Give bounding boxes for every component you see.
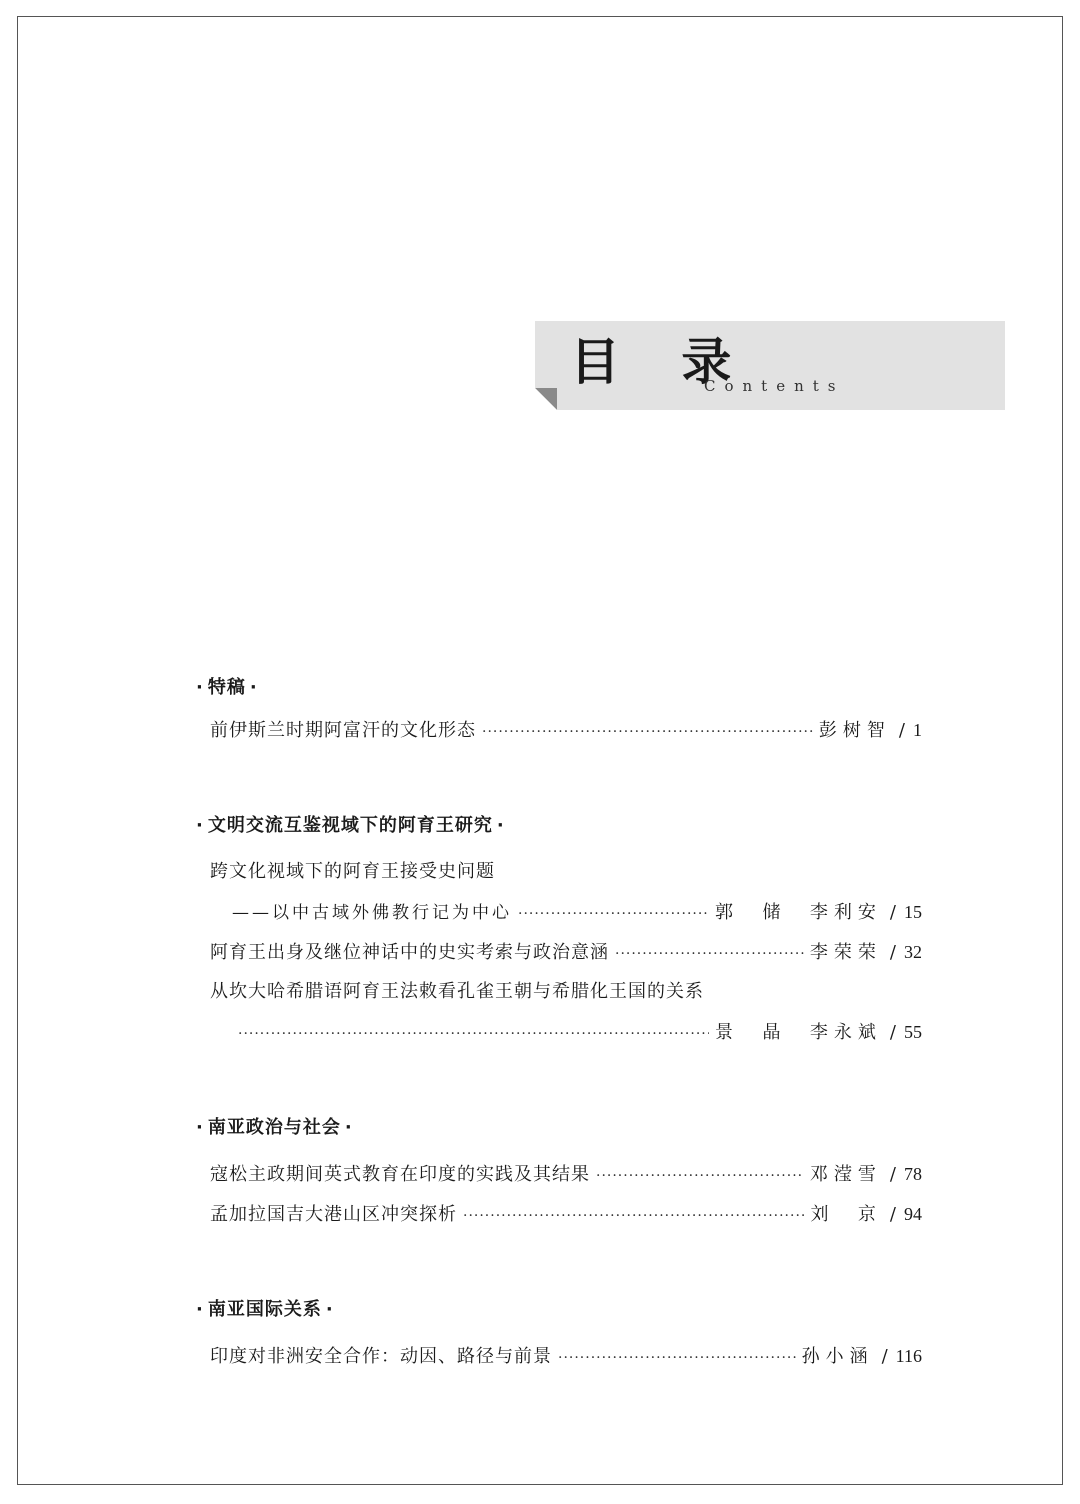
entry-title: 跨文化视域下的阿育王接受史问题	[210, 861, 495, 882]
dot-leader	[615, 934, 804, 974]
entry-author: 李荣荣	[809, 942, 882, 963]
dot-leader	[482, 712, 813, 752]
toc-entry[interactable]	[192, 1194, 922, 1234]
entry-page: 32	[904, 942, 922, 962]
entry-title: 寇松主政期间英式教育在印度的实践及其结果	[210, 1164, 590, 1185]
entry-title: 从坎大哈希腊语阿育王法敕看孔雀王朝与希腊化王国的关系	[210, 981, 704, 1002]
toc-entry[interactable]	[192, 972, 922, 1012]
toc-entry[interactable]	[192, 852, 922, 892]
section-heading-special: · 特稿 ·	[196, 677, 258, 698]
entry-separator: /	[889, 1022, 896, 1043]
dot-leader	[463, 1196, 804, 1236]
entry-author: 郭 储 李利安	[715, 902, 882, 923]
toc-entry[interactable]	[192, 1012, 922, 1052]
entry-title: 孟加拉国吉大港山区冲突探析	[210, 1204, 457, 1225]
section-heading-south-asia-politics: · 南亚政治与社会 ·	[196, 1117, 353, 1138]
dot-leader	[596, 1156, 804, 1196]
entry-title: 前伊斯兰时期阿富汗的文化形态	[210, 720, 476, 741]
toc-entry[interactable]	[192, 710, 922, 750]
section-heading-ashoka: · 文明交流互鉴视域下的阿育王研究 ·	[196, 815, 505, 836]
entry-page: 116	[895, 1346, 922, 1366]
entry-separator: /	[889, 1164, 896, 1185]
table-of-contents	[192, 674, 922, 1376]
entry-author: 刘 京	[810, 1204, 882, 1225]
entry-page: 15	[904, 902, 922, 922]
section-heading-south-asia-ir: · 南亚国际关系 ·	[196, 1299, 334, 1320]
entry-separator: /	[898, 720, 905, 741]
toc-entry[interactable]	[192, 1336, 922, 1376]
entry-separator: /	[889, 902, 896, 923]
entry-author: 景 晶 李永斌	[715, 1022, 882, 1043]
entry-title: 阿育王出身及继位神话中的史实考索与政治意涵	[210, 942, 609, 963]
entry-page: 78	[904, 1164, 922, 1184]
entry-page: 55	[904, 1022, 922, 1042]
entry-page: 1	[913, 720, 922, 740]
dot-leader	[238, 1014, 709, 1054]
entry-separator: /	[889, 942, 896, 963]
entry-author: 邓滢雪	[809, 1164, 882, 1185]
toc-entry[interactable]	[192, 932, 922, 972]
page-subtitle: Contents	[704, 377, 845, 395]
banner-fold-cover	[535, 388, 557, 410]
toc-entry[interactable]	[192, 1154, 922, 1194]
entry-separator: /	[881, 1346, 888, 1367]
entry-separator: /	[889, 1204, 896, 1225]
entry-subtitle: ——以中古域外佛教行记为中心	[232, 903, 512, 923]
entry-title: 印度对非洲安全合作：动因、路径与前景	[210, 1346, 552, 1367]
entry-author: 彭树智	[818, 720, 891, 741]
toc-entry[interactable]	[192, 892, 922, 932]
entry-author: 孙小涵	[801, 1346, 874, 1367]
dot-leader	[558, 1338, 796, 1378]
page-title: 目 录	[570, 333, 754, 391]
dot-leader	[518, 894, 709, 934]
entry-page: 94	[904, 1204, 922, 1224]
